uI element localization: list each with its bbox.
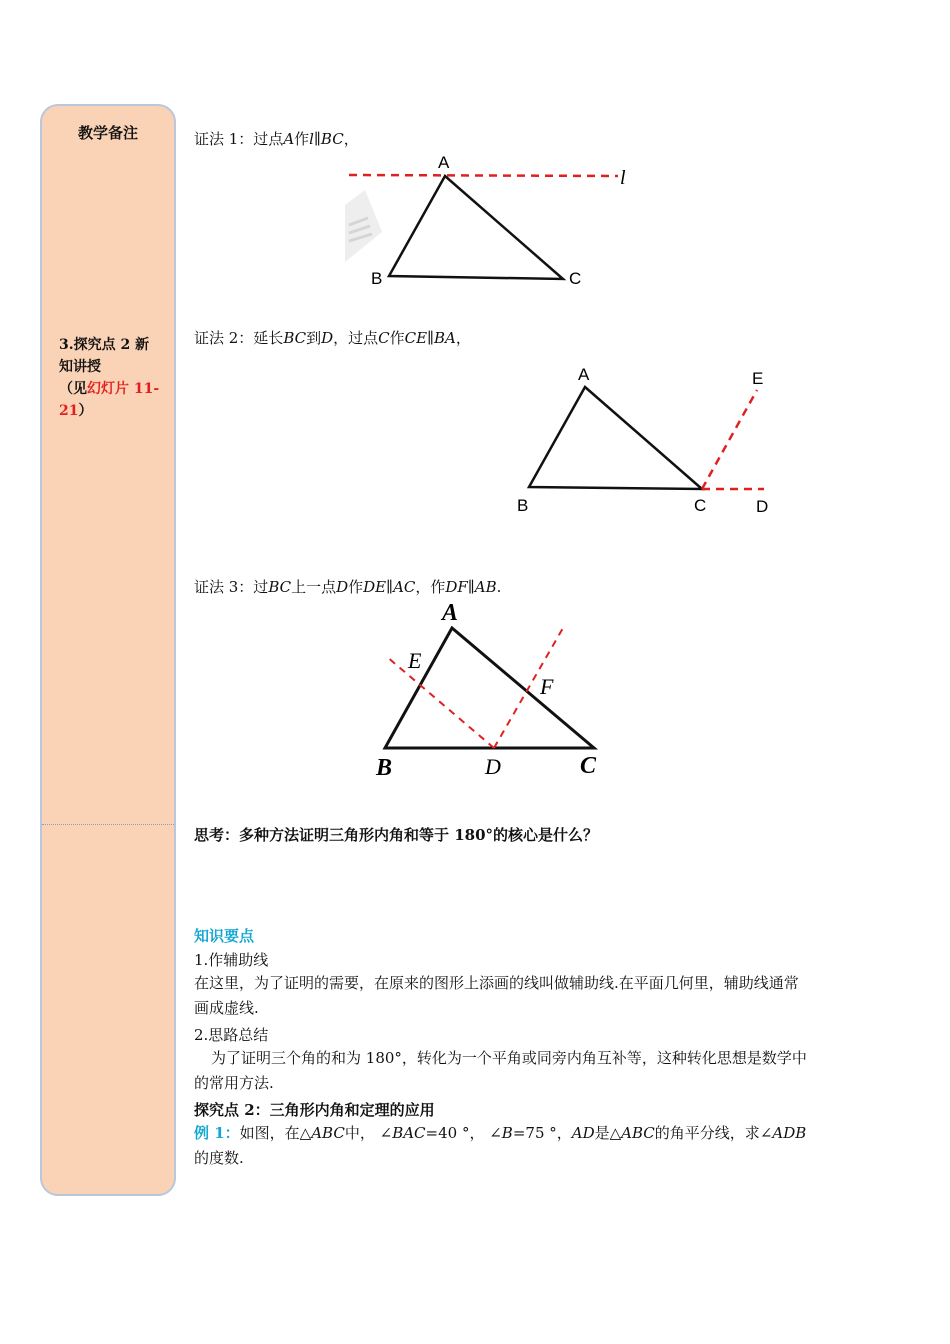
proof3-ab: AB — [474, 578, 497, 596]
explore2-title: 探究点 2：三角形内角和定理的应用 — [194, 1101, 435, 1119]
example1-t3: =40 °， ∠ — [425, 1124, 502, 1142]
proof3-label-b: B — [376, 755, 393, 781]
proof3-line-de — [386, 656, 494, 748]
sidebar-note-slides: 幻灯片 11-21 — [59, 381, 160, 419]
example1-t1: 如图，在△ — [239, 1124, 312, 1142]
example1-t6: 的角平分线，求 — [654, 1124, 760, 1142]
knowledge-item1-body: 在这里，为了证明的需要，在原来的图形上添画的线叫做辅助线.在平面几何里，辅助线通常画成虚线. — [194, 974, 799, 1017]
sidebar-title: 教学备注 — [77, 124, 138, 142]
proof2-label-c: C — [694, 496, 707, 515]
proof3-comma: ，作 — [415, 578, 446, 596]
proof2-ba: BA — [434, 329, 456, 347]
proof2-prefix: 证法 2：延长 — [194, 329, 284, 347]
example1-ad: AD — [571, 1124, 595, 1142]
proof2-zuo: 作 — [389, 329, 405, 347]
example1-t5: 是△ — [594, 1124, 622, 1142]
proof3-end: . — [496, 578, 502, 596]
example1-adb: ADB — [772, 1124, 807, 1142]
proof2-dao: 到 — [306, 329, 322, 347]
proof1-label-a: A — [438, 153, 450, 172]
proof2-parallel: ∥ — [427, 329, 435, 347]
sidebar-note-close: ） — [78, 403, 93, 419]
proof3-label-f: F — [540, 674, 554, 699]
proof3-parallel-2: ∥ — [467, 578, 475, 596]
proof1-point-a: A — [283, 130, 295, 148]
proof1-end: ， — [343, 130, 359, 148]
proof2-label-b: B — [517, 496, 529, 515]
proof3-prefix: 证法 3：过 — [194, 578, 269, 596]
think-question: 思考：多种方法证明三角形内角和等于 180°的核心是什么？ — [194, 826, 599, 844]
example1-t8: 的度数. — [194, 1149, 244, 1167]
proof3-bc: BC — [268, 578, 292, 596]
example1-b: B — [501, 1124, 513, 1142]
proof1-label-b: B — [371, 269, 383, 288]
proof1-bc: BC — [320, 130, 344, 148]
proof2-mid: ，过点 — [333, 329, 379, 347]
proof1-zuo: 作 — [294, 130, 310, 148]
example1-abc2: ABC — [621, 1124, 655, 1142]
proof2-c: C — [378, 329, 390, 347]
sidebar-note-text: 3.探究点 2 新知讲授 — [59, 337, 150, 375]
proof3-de: DE — [363, 578, 387, 596]
knowledge-heading: 知识要点 — [194, 927, 255, 945]
proof3-df: DF — [445, 578, 468, 596]
proof3-label-a: A — [442, 600, 459, 626]
proof3-ac: AC — [393, 578, 416, 596]
proof1-parallel: ∥ — [313, 130, 321, 148]
knowledge-item2-title: 2.思路总结 — [194, 1026, 269, 1044]
example1-t2: 中， ∠ — [344, 1124, 393, 1142]
example1-t4: =75 °， — [512, 1124, 572, 1142]
example1-abc: ABC — [311, 1124, 345, 1142]
proof2-end: ， — [455, 329, 471, 347]
example1-bac: BAC — [392, 1124, 426, 1142]
proof2-bc: BC — [283, 329, 307, 347]
proof2-label-a: A — [578, 365, 590, 384]
proof1-prefix: 证法 1：过点 — [194, 130, 284, 148]
proof3-mid: 上一点 — [291, 578, 337, 596]
example1-t7: ∠ — [759, 1124, 773, 1142]
proof2-label-e: E — [752, 369, 764, 388]
proof3-d: D — [336, 578, 349, 596]
proof1-label-c: C — [569, 269, 582, 288]
proof1-label-l: l — [620, 167, 626, 189]
example1-label: 例 1： — [194, 1124, 240, 1142]
proof3-triangle — [385, 628, 594, 748]
knowledge-item1-title: 1.作辅助线 — [194, 951, 269, 969]
proof2-ce: CE — [404, 329, 428, 347]
proof2-d: D — [321, 329, 334, 347]
proof2-label-d: D — [756, 497, 769, 516]
proof3-label-d: D — [485, 754, 501, 779]
proof1-line-l: l — [309, 130, 314, 148]
proof3-label-e: E — [408, 648, 422, 673]
example1-text — [194, 1121, 808, 1171]
sidebar-note-open: （见 — [59, 381, 87, 397]
proof3-zuo: 作 — [348, 578, 364, 596]
knowledge-item2-body: 为了证明三个角的和为 180°，转化为一个平角或同旁内角互补等，这种转化思想是数学中的常用方法. — [194, 1049, 807, 1092]
proof3-parallel-1: ∥ — [386, 578, 394, 596]
proof3-label-c: C — [580, 753, 597, 779]
